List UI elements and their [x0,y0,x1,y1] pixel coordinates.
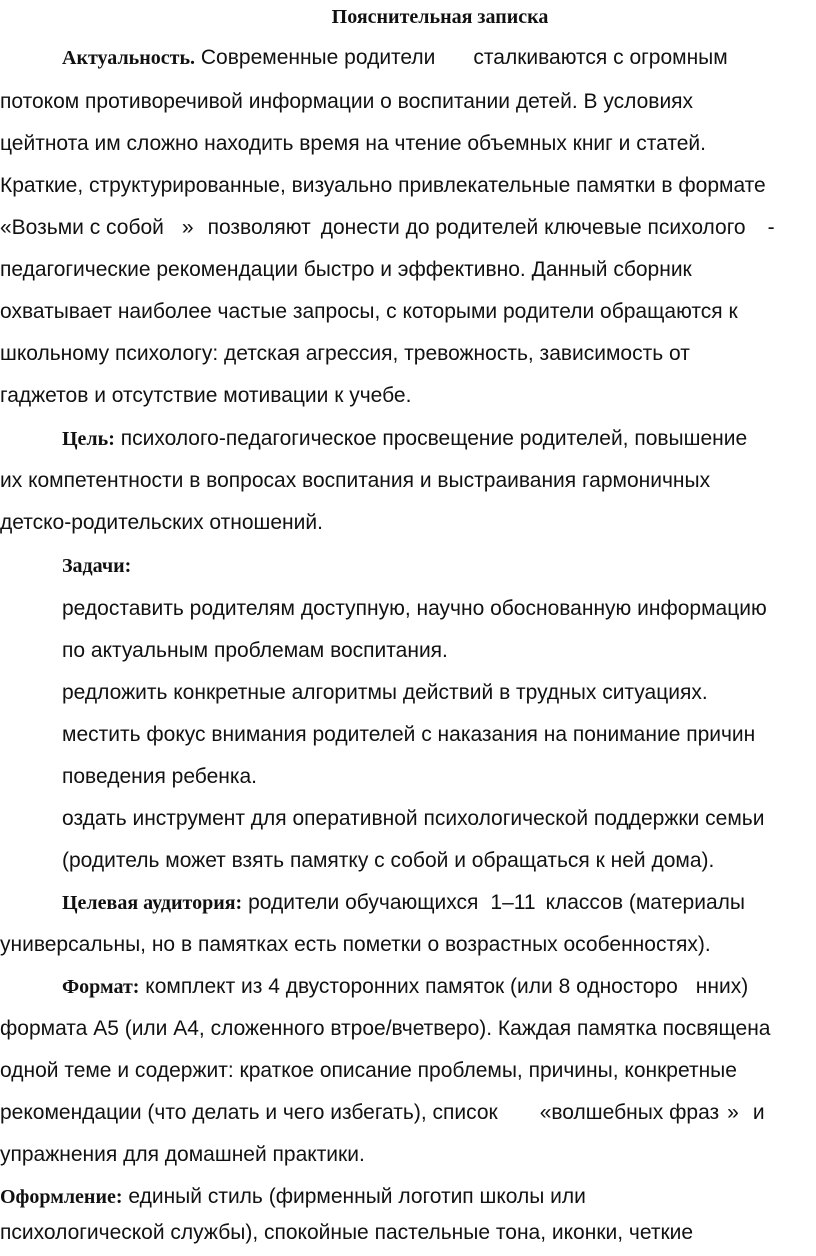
audience-label: Целевая аудитория: [62,892,243,914]
format-text-4c: » [727,1101,739,1124]
format-text-1a: комплект из 4 двусторонних памяток (или 8 односторо [145,975,678,998]
design-line-2: психологической службы), спокойные пастельные тона, иконки, четкие [0,1221,694,1244]
audience-text-1a: родители обучающихся [248,891,479,914]
goal-text-1: психолого-педагогическое просвещение родителей, повышение [120,427,748,450]
relevance-line-1 [62,45,728,71]
relevance-line-5 [0,215,775,241]
format-label: Формат: [62,976,140,998]
relevance-text-5d: донести до родителей ключевые психолого [320,216,746,239]
task-3-line-1: местить фокус внимания родителей с наказания на понимание причин [62,723,756,746]
tasks-heading [62,553,131,579]
format-line-3: одной теме и содержит: краткое описание проблемы, причины, конкретные [0,1059,737,1082]
task-1-line-1: редоставить родителям доступную, научно обоснованную информацию [62,597,767,620]
relevance-text-1a: Современные родители [200,46,436,69]
format-text-4d: и [752,1101,765,1124]
design-text-1: единый стиль (фирменный логотип школы или [128,1185,586,1208]
audience-line-1 [62,890,745,916]
relevance-line-6: педагогические рекомендации быстро и эффективно. Данный сборник [0,258,692,281]
task-1-line-2: по актуальным проблемам воспитания. [62,639,448,662]
goal-line-2: их компетентности в вопросах воспитания и выстраивания гармоничных [0,469,711,492]
relevance-line-9: гаджетов и отсутствие мотивации к учебе. [0,384,412,407]
format-text-4a: рекомендации (что делать и чего избегать), список [0,1101,498,1124]
task-4-line-1: оздать инструмент для оперативной психологической поддержки семьи [62,807,765,830]
design-label: Оформление: [0,1186,123,1208]
design-line-1 [0,1184,586,1210]
task-3-line-2: поведения ребенка. [62,765,258,788]
relevance-line-2: потоком противоречивой информации о воспитании детей. В условиях [0,90,694,113]
relevance-label: Актуальность. [62,47,196,69]
format-text-1b: нних) [695,975,749,998]
relevance-line-4: Краткие, структурированные, визуально привлекательные памятки в формате [0,174,766,197]
relevance-text-5b: » [181,216,194,239]
format-line-2: формата А5 (или А4, сложенного втрое/вчетверо). Каждая памятка посвящена [0,1017,771,1040]
tasks-label: Задачи: [62,555,132,577]
format-line-1 [62,974,748,1000]
audience-text-1c: классов (материалы [545,891,745,914]
goal-line-1 [62,426,747,452]
audience-text-1b: 1–11 [490,891,536,914]
relevance-line-3: цейтнота им сложно находить время на чтение объемных книг и статей. [0,132,706,155]
task-2-line-1: редложить конкретные алгоритмы действий в трудных ситуациях. [62,681,708,704]
relevance-text-5a: «Возьми с собой [0,216,164,239]
relevance-line-7: охватывает наиболее частые запросы, с которыми родители обращаются к [0,300,738,323]
audience-line-2: универсальны, но в памятках есть пометки о возрастных особенностях). [0,933,711,956]
relevance-text-5c: позволяют [207,216,311,239]
format-line-4 [0,1100,765,1126]
goal-line-3: детско-родительских отношений. [0,511,323,534]
format-text-4b: «волшебных фраз [539,1101,720,1124]
relevance-line-8: школьному психологу: детская агрессия, тревожность, зависимость от [0,342,690,365]
task-4-line-2: (родитель может взять памятку с собой и обращаться к ней дома). [62,849,715,872]
page-title: Пояснительная записка [331,6,549,28]
format-line-5: упражнения для домашней практики. [0,1143,365,1166]
goal-label: Цель: [62,428,115,450]
relevance-text-1b: сталкиваются с огромным [473,46,728,69]
relevance-text-5e: - [767,216,775,239]
